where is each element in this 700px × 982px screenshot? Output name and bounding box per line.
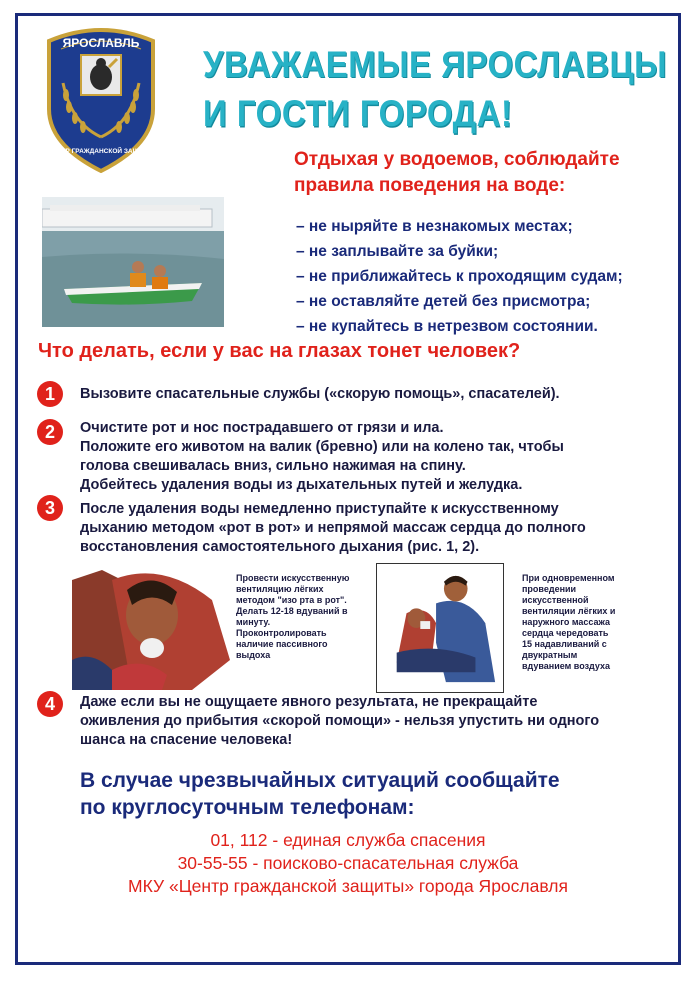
step-3-badge: 3 xyxy=(37,495,63,521)
rule-item: – не оставляйте детей без присмотра; xyxy=(296,293,591,310)
step-2-text: Очистите рот и нос пострадавшего от грязи и ила. Положите его животом на валик (бревно) или на колено так, чтобы голова свешивалась вниз, сильно нажимая на спину. Добейтесь удаления воды из дыхательных путей и желудка. xyxy=(80,420,564,493)
phone-list xyxy=(18,829,678,898)
caption-left: Провести искусственную вентиляцию лёгких методом "изо рта в рот". Делать 12-18 вдуваний в минуту. Проконтролировать наличие пассивного выдоха xyxy=(236,573,350,660)
rule-item: – не купайтесь в нетрезвом состоянии. xyxy=(296,318,598,335)
subtitle-line-2: правила поведения на воде: xyxy=(294,175,566,196)
rule-item: – не приближайтесь к проходящим судам; xyxy=(296,268,623,285)
phone-line: МКУ «Центр гражданской защиты» города Ярославля xyxy=(128,876,568,896)
boat-rescue-photo xyxy=(42,197,224,327)
drowning-question-heading: Что делать, если у вас на глазах тонет человек? xyxy=(38,340,521,362)
rule-item: – не ныряйте в незнакомых местах; xyxy=(296,218,573,235)
cpr-two-rescuers-illustration xyxy=(376,563,504,693)
title-line-1: УВАЖАЕМЫЕ ЯРОСЛАВЦЫ xyxy=(203,43,667,85)
emergency-heading: В случае чрезвычайных ситуаций сообщайте по круглосуточным телефонам: xyxy=(80,769,560,819)
title-line-2: И ГОСТИ ГОРОДА! xyxy=(203,92,513,135)
city-emblem-logo xyxy=(41,23,161,173)
step-4-badge: 4 xyxy=(37,691,63,717)
subtitle xyxy=(294,147,684,199)
step-2-badge: 2 xyxy=(37,419,63,445)
step-4-text: Даже если вы не ощущаете явного результата, не прекращайте оживления до прибытия «скорой помощи» - нельзя упустить ни одного шанса на спасение человека! xyxy=(80,694,600,748)
step-1-text: Вызовите спасательные службы («скорую помощь», спасателей). xyxy=(80,386,560,402)
phone-line: 30-55-55 - поисково-спасательная служба xyxy=(177,853,519,873)
caption-right: При одновременном проведении искусственной вентиляции лёгких и наружного массажа сердца чередовать 15 надавливаний с двукратным вдуванием воздуха xyxy=(522,573,616,671)
water-rules-list xyxy=(296,214,623,339)
step-3-text: После удаления воды немедленно приступайте к искусственному дыханию методом «рот в рот» и непрямой массаж сердца до полного восстановления самостоятельного дыхания (рис. 1, 2). xyxy=(80,501,586,555)
page-title xyxy=(203,40,673,139)
subtitle-line-1: Отдыхая у водоемов, соблюдайте xyxy=(294,149,620,170)
rescue-breathing-illustration xyxy=(72,560,230,690)
rule-item: – не заплывайте за буйки; xyxy=(296,243,499,260)
emblem-ribbon-text: ЦЕНТР ГРАЖДАНСКОЙ ЗАЩИТЫ xyxy=(47,148,155,155)
emblem-city-text: ЯРОСЛАВЛЬ xyxy=(62,36,140,50)
step-1-badge: 1 xyxy=(37,381,63,407)
phone-line: 01, 112 - единая служба спасения xyxy=(210,830,486,850)
